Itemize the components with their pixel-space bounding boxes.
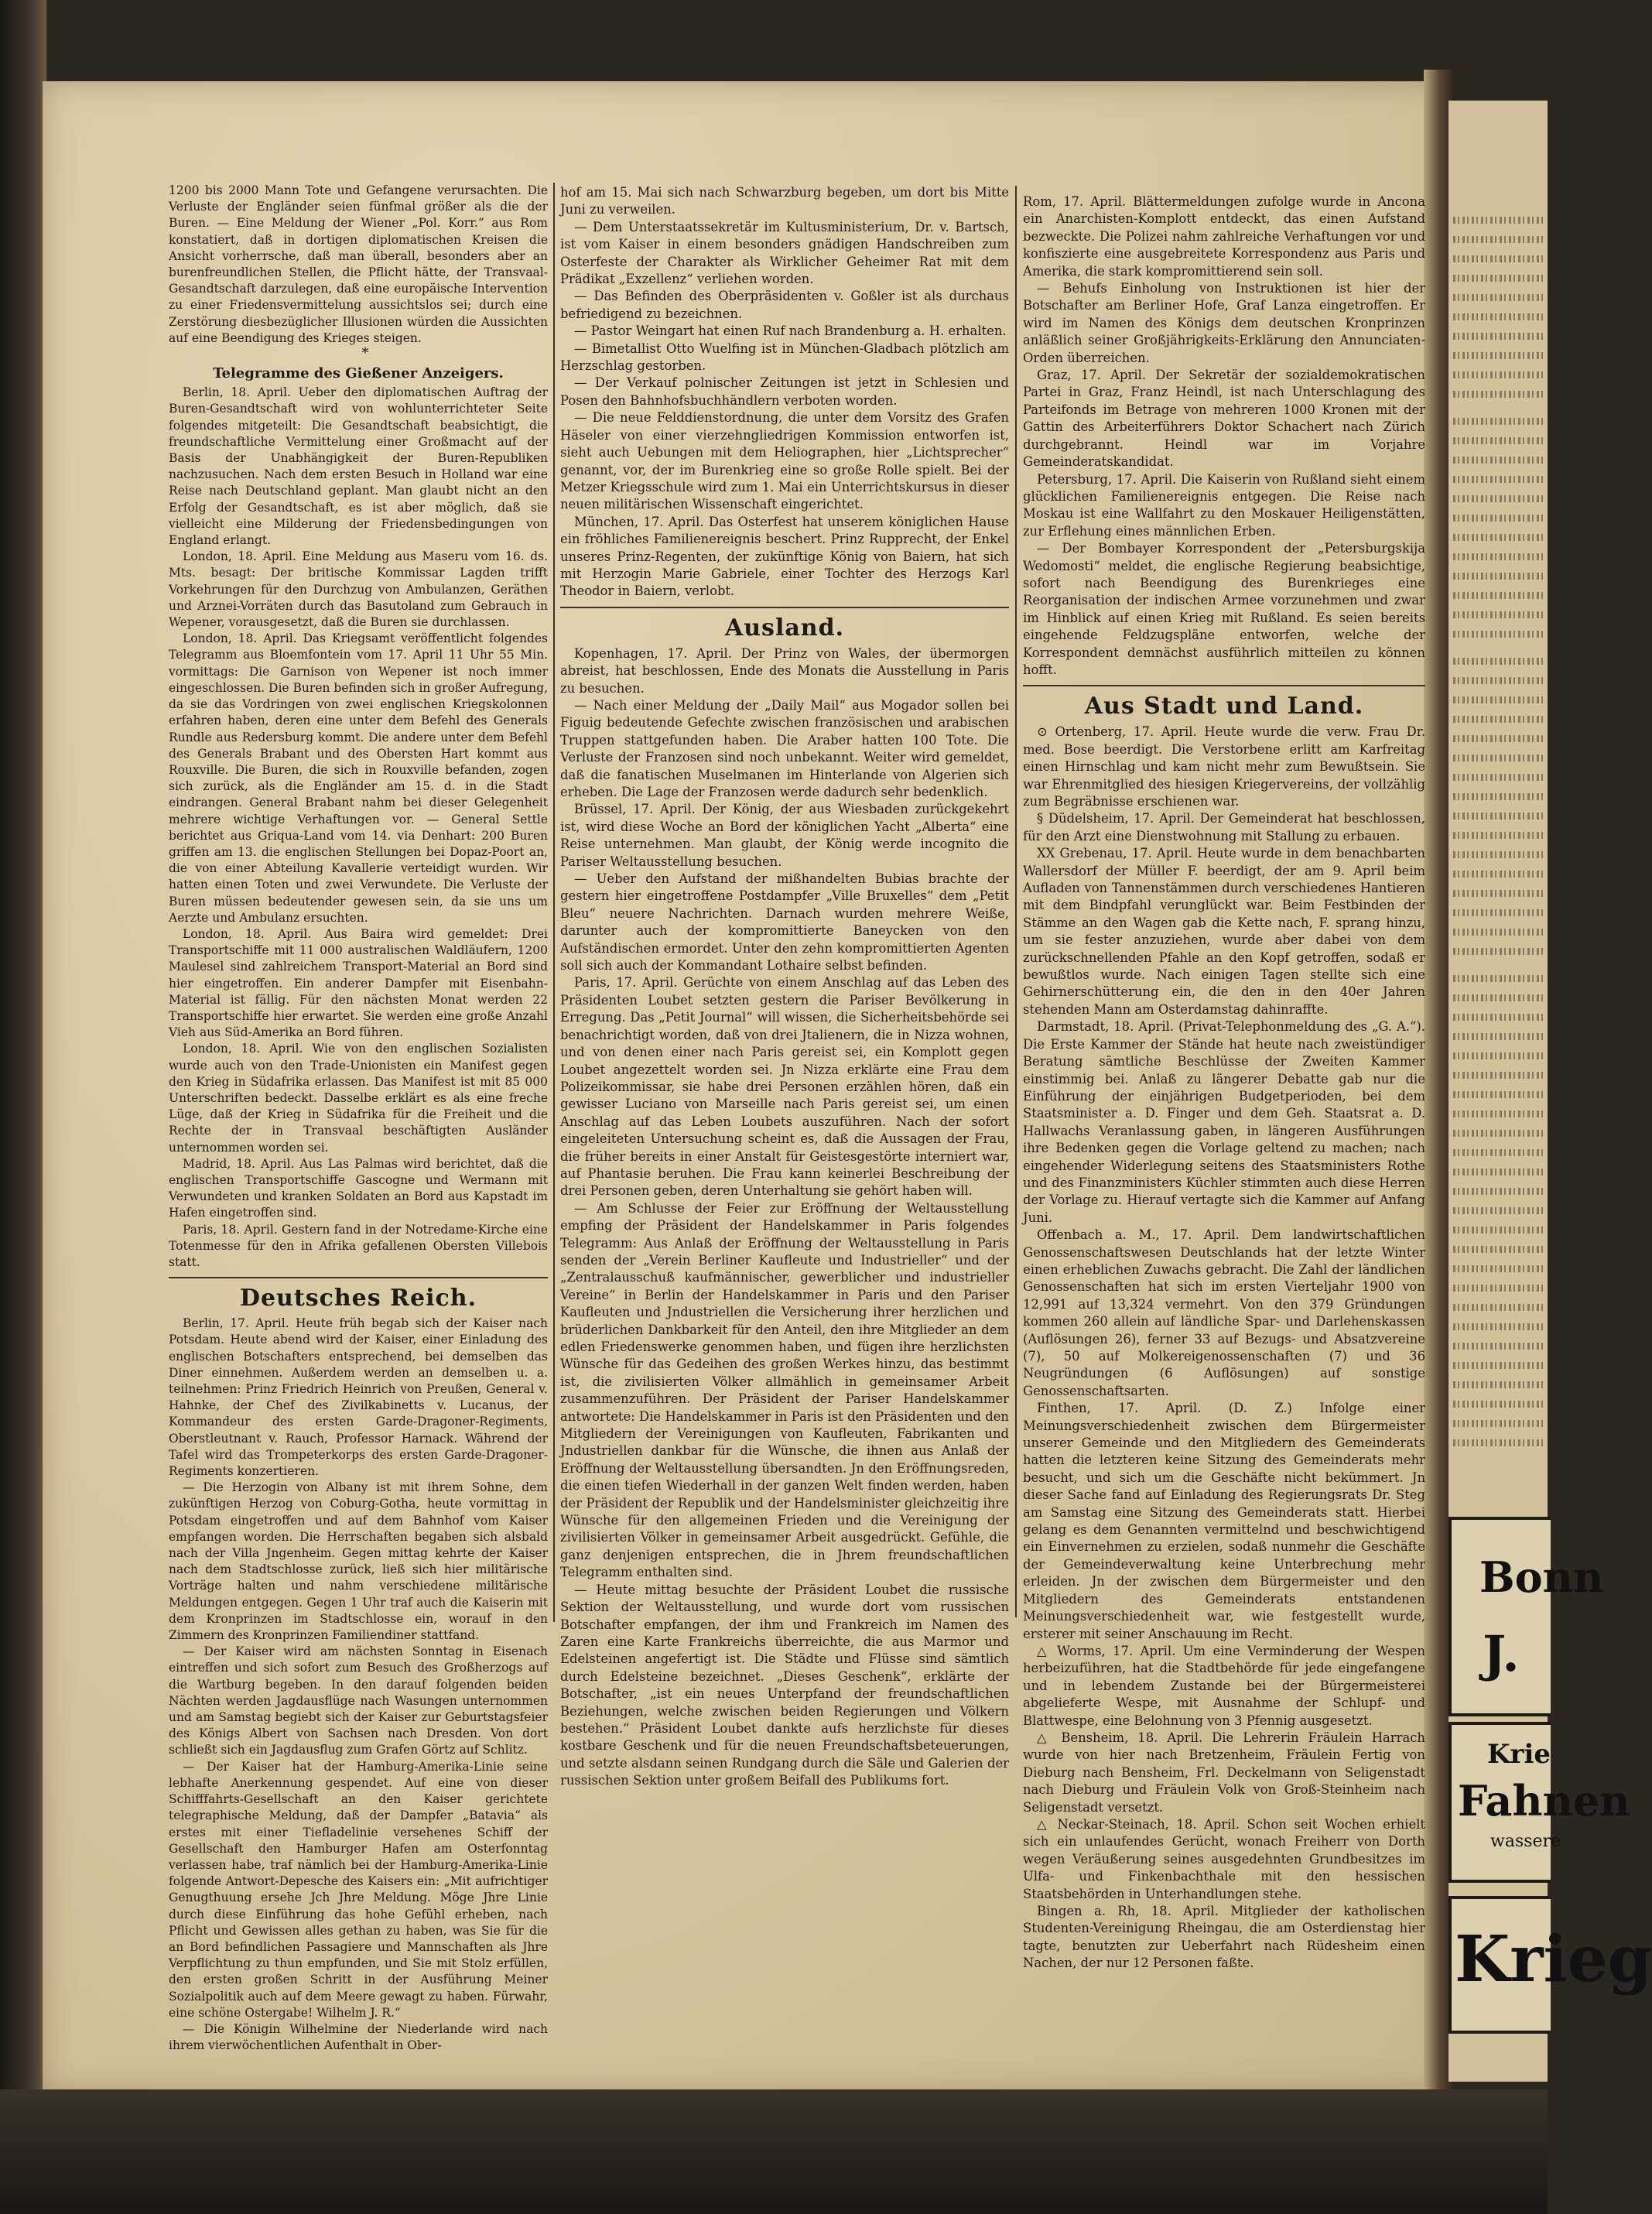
article-paragraph: Madrid, 18. April. Aus Las Palmas wird berichtet, daß die englischen Transportschiffe Gascogne und Wermann mit Verwundeten und kranken Soldaten an Bord aus Kapstadt im Hafen eingetroffen sind. (169, 1156, 548, 1220)
text-line (1453, 1033, 1544, 1040)
text-line (1453, 832, 1544, 839)
column-2 (560, 184, 1009, 1790)
article-paragraph: London, 18. April. Das Kriegsamt veröffentlicht folgendes Telegramm aus Bloemfontein vom 17. April 11 Uhr 55 Min. vormittags: Die Garnison von Wepener ist noch immer eingeschlossen. Die Buren befinden sich in großer Aufregung, da sie das Vordringen von zwei englischen Kriegskolonnen erfahren haben, deren eine unter dem Befehl des Generals Rundle aus Redersburg kommt. Die andere unter dem Befehl des Generals Brabant und des Obersten Hart kommt aus Rouxville. Die Buren, die sich in Rouxville befanden, zogen sich zurück, als die Engländer am 15. d. in die Stadt eindrangen. General Brabant nahm bei dieser Gelegenheit mehrere wichtige Verhaftungen vor. — General Settle berichtet aus Griqua-Land vom 14. via Denhart: 200 Buren griffen am 13. die englischen Stellungen bei Dopaz-Poort an, die von einer Abteilung Kavallerie verteidigt wurden. Wir hatten einen Toten und zwei Verwundete. Die Verluste der Buren müssen bedeutender gewesen sein, da sie uns um Aerzte und Ambulanz ersuchten. (169, 631, 548, 925)
book-bottom-edge (0, 2089, 1548, 2214)
text-line (1453, 813, 1544, 820)
text-line (1453, 755, 1544, 761)
article-paragraph: Petersburg, 17. April. Die Kaiserin von Rußland sieht einem glücklichen Familienereignis entgegen. Die Reise nach Moskau ist eine Wallfahrt zu den Moskauer Heiligenstätten, zur Erflehung eines männlichen Erben. (1023, 471, 1425, 539)
text-line (1453, 418, 1544, 425)
column-1 (169, 183, 548, 2054)
column-3 (1023, 193, 1425, 1973)
article-paragraph: — Behufs Einholung von Instruktionen ist hier der Botschafter am Berliner Hofe, Graf Lanza eingetroffen. Er wird im Namen des Königs dem deutschen Kronprinzen anläßlich seiner Großjährigkeits-Erklärung den Annunciaten-Orden überreichen. (1023, 281, 1425, 365)
text-line (1453, 793, 1544, 800)
text-line (1453, 1014, 1544, 1021)
text-line (1453, 236, 1544, 243)
text-line (1453, 495, 1544, 502)
text-line (1453, 371, 1544, 378)
text-line (1453, 333, 1544, 340)
text-line (1453, 294, 1544, 301)
text-line (1453, 476, 1544, 483)
text-line (1453, 1149, 1544, 1156)
text-line (1453, 1072, 1544, 1079)
text-line (1453, 929, 1544, 936)
article-paragraph: — Nach einer Meldung der „Daily Mail“ aus Mogador sollen bei Figuig bedeutende Gefechte zwischen französischen und arabischen Truppen stattgefunden haben. Die Araber hatten 100 Tote. Die Verluste der Franzosen sind noch unbekannt. Weiter wird gemeldet, daß die fanatischen Muselmanen im Hinterlande von Algerien sich erheben. Die Lage der Franzosen werde dadurch sehr bedenklich. (560, 697, 1009, 799)
column-divider (553, 183, 555, 1622)
text-line (1453, 1091, 1544, 1098)
section-heading: Ausland. (724, 614, 845, 642)
section-heading: Aus Stadt und Land. (1084, 693, 1364, 720)
article-paragraph: — Heute mittag besuchte der Präsident Loubet die russische Sektion der Weltausstellung, und wurde dort vom russischen Botschafter empfangen, der ihm und Frankreich im Namen des Zaren eine Karte Frankreichs überreichte, die aus Marmor und Edelsteinen angefertigt ist. Die Städte und Flüsse sind sämtlich durch Edelsteine bezeichnet. „Dieses Geschenk“, erklärte der Botschafter, „ist ein neues Unterpfand der freundschaftlichen Beziehungen, welche zwischen beiden Regierungen und Völkern bestehen.“ Präsident Loubet dankte aufs herzlichste für dieses kostbare Geschenk und für die neuen Freundschaftsbeteuerungen, und setzte alsdann seinen Rundgang durch die Säle und Galerien der russischen Sektion unter großem Beifall des Publikums fort. (560, 1582, 1009, 1788)
article-paragraph: — Ueber den Aufstand der mißhandelten Bubias brachte der gestern hier eingetroffene Postdampfer „Ville Bruxelles“ dem „Petit Bleu“ neuere Nachrichten. Darnach wurden mehrere Weiße, darunter auch der kompromittierte Baneycken von den Aufständischen ermordet. Unter den zehn kompromittierten Agenten soll sich auch der Kommandant Lothaire selbst befinden. (560, 871, 1009, 974)
text-line (1453, 515, 1544, 522)
article-paragraph: △ Bensheim, 18. April. Die Lehrerin Fräulein Harrach wurde von hier nach Bretzenheim, Fräulein Fertig von Dieburg nach Bensheim, Frl. Deckelmann von Seligenstadt nach Dieburg und Fräulein Volk von Groß-Steinheim nach Seligenstadt versetzt. (1023, 1730, 1425, 1815)
column-divider (1015, 186, 1017, 1617)
article-paragraph: Berlin, 17. April. Heute früh begab sich der Kaiser nach Potsdam. Heute abend wird der Kaiser, einer Einladung des englischen Botschafters entsprechend, bei demselben das Diner einnehmen. Außerdem werden an demselben u. a. teilnehmen: Prinz Friedrich Heinrich von Preußen, General v. Hahnke, der Chef des Zivilkabinetts v. Lucanus, der Kommandeur des ersten Garde-Dragoner-Regiments, Oberstleutnant v. Rauch, Professor Harnack. Während der Tafel wird das Trompeterkorps des ersten Garde-Dragoner-Regiments konzertieren. (169, 1316, 548, 1479)
article-paragraph: § Düdelsheim, 17. April. Der Gemeinderat hat beschlossen, für den Arzt eine Dienstwohnung mit Stallung zu erbauen. (1023, 811, 1425, 844)
text-line (1453, 735, 1544, 742)
section-rule (560, 607, 1009, 608)
text-line (1453, 1207, 1544, 1214)
article-paragraph: Bingen a. Rh, 18. April. Mitglieder der katholischen Studenten-Vereinigung Rheingau, die am Osterdienstag hier tagte, benutzten zur Ueberfahrt nach Rüdesheim einen Nachen, der nur 12 Personen faßte. (1023, 1904, 1425, 1971)
text-line (1453, 1420, 1544, 1427)
article-paragraph: London, 18. April. Aus Baira wird gemeldet: Drei Transportschiffe mit 11 000 australischen Waldläufern, 1200 Maulesel sind zahlreichem Transport-Material an Bord sind hier eingetroffen. Ein anderer Dampfer mit Eisenbahn-Material ist fällig. Für den nächsten Monat werden 22 Transportschiffe hier erwartet. Sie werden eine große Anzahl Vieh aus Süd-Amerika an Bord führen. (169, 926, 548, 1040)
advertisement-box (1448, 1722, 1630, 1883)
text-line (1453, 1265, 1544, 1272)
text-line (1453, 1381, 1544, 1388)
ad-text: wassere (1490, 1832, 1561, 1851)
text-line (1453, 534, 1544, 541)
ad-heading: Krie (1487, 1739, 1551, 1770)
article-paragraph: — Der Bombayer Korrespondent der „Petersburgskija Wedomosti“ meldet, die englische Regierung beabsichtige, sofort nach Beendigung des Burenkrieges eine Reorganisation der indischen Armee vorzunehmen und zwar im Hinblick auf einen Krieg mit Rußland. Es seien bereits eingehende Feldzugspläne entworfen, welche der Korrespondent demnächst ausführlich mitteilen zu können hofft. (1023, 541, 1425, 677)
text-line (1453, 611, 1544, 618)
article-paragraph: Graz, 17. April. Der Sekretär der sozialdemokratischen Partei in Graz, Franz Heindl, ist nach Unterschlagung des Parteifonds im Betrage von mehreren 1000 Kronen mit der Gattin des Arbeiterführers Doktor Schachert nach Zürich durchgebrannt. Heindl war im Vorjahre Gemeinderatskandidat. (1023, 368, 1425, 470)
text-line (1453, 909, 1544, 916)
article-paragraph: Brüssel, 17. April. Der König, der aus Wiesbaden zurückgekehrt ist, wird diese Woche an Bord der königlichen Yacht „Alberta“ eine Reise unternehmen. Man glaubt, der König werde incognito die Pariser Weltausstellung besuchen. (560, 802, 1009, 869)
text-line (1453, 774, 1544, 781)
text-line (1453, 631, 1544, 638)
ad-heading: Krieg (1455, 1922, 1652, 1997)
text-line (1453, 1304, 1544, 1311)
text-line (1453, 1227, 1544, 1234)
ad-heading: Fahnen (1458, 1776, 1630, 1826)
article-paragraph: London, 18. April. Eine Meldung aus Maseru vom 16. ds. Mts. besagt: Der britische Kommissar Lagden trifft Vorkehrungen für den Durchzug von Ambulanzen, Geräthen und Arznei-Vorräten durch das Basutoland zum Gebrauch in Wepener, vorausgesetzt, daß die Buren sie durchlassen. (169, 549, 548, 630)
article-paragraph: Paris, 17. April. Gerüchte von einem Anschlag auf das Leben des Präsidenten Loubet setzten gestern die Pariser Bevölkerung in Erregung. Das „Petit Journal“ will wissen, die Sicherheitsbehörde sei benachrichtigt worden, daß von drei Jtalienern, die in Nizza wohnen, und von denen einer nach Paris gereist sei, ein Komplott gegen Loubet angezettelt worden sei. Jn Nizza erklärte eine Frau dem Polizeikommissar, sie habe drei Personen erzählen hören, daß ein gewisser Luciano von Marseille nach Paris gereist sei, um einen Anschlag auf das Leben Loubets auszuführen. Nach der sofort eingeleiteten Untersuchung scheint es, daß die Aussagen der Frau, die früher bereits in einer Anstalt für Geistesgestörte interniert war, auf Phantasie beruhen. Die Frau kann keinerlei Beschreibung der drei Personen geben, deren Unterhaltung sie gehört haben will. (560, 975, 1009, 1199)
text-line (1453, 1362, 1544, 1369)
article-paragraph: Finthen, 17. April. (D. Z.) Infolge einer Meinungsverschiedenheit zwischen dem Bürgermeister unserer Gemeinde und den Mitgliedern des Gemeinderats hatten die letzteren keine Sitzung des Gemeinderats mehr besucht, und sich um die Geschäfte nicht bekümmert. Jn dieser Sache fand auf Einladung des Regierungsrats Dr. Steg am Samstag eine Sitzung des Gemeinderats statt. Hierbei gelang es dem Genannten vermittelnd und beschwichtigend ein Einvernehmen zu erzielen, sodaß nunmehr die Geschäfte der Gemeindeverwaltung keine Unterbrechung mehr erleiden. Jn der zwischen dem Bürgermeister und den Mitgliedern des Gemeinderats entstandenen Meinungsverschiedenheit war, wie festgestellt wurde, ersterer mit seiner Anschauung im Recht. (1023, 1401, 1425, 1641)
text-line (1453, 890, 1544, 897)
article-paragraph: — Die neue Felddienstordnung, die unter dem Vorsitz des Grafen Häseler von einer vierzehngliedrigen Kommission entworfen ist, sieht auch Uebungen mit dem Heliographen, hier „Lichtsprecher“ genannt, vor, der im Burenkrieg eine so große Rolle spielt. Bei der Metzer Kriegsschule wird zum 1. Mai ein Unterrichtskursus in dieser neuen militärischen Wissenschaft eingerichtet. (560, 410, 1009, 512)
article-paragraph: XX Grebenau, 17. April. Heute wurde in dem benachbarten Wallersdorf der Müller F. beerdigt, der am 9. April beim Aufladen von Tannenstämmen durch verschiedenes Hantieren mit dem Bindpfahl verunglückt war. Beim Festbinden der Stämme an den Wagen gab die Kette nach, F. sprang hinzu, um sie fester anzuziehen, wurde aber dabei von dem zurückschnellenden Pfahle an den Kopf getroffen, sodaß er bewußtlos wurde. Nach einigen Tagen stellte sich eine Gehirnerschütterung ein, die den in den 40er Jahren stehenden Mann am Osterdamstag dahinraffte. (1023, 846, 1425, 1017)
section-heading: Telegramme des Gießener Anzeigers. (213, 365, 504, 382)
article-paragraph: Kopenhagen, 17. April. Der Prinz von Wales, der übermorgen abreist, hat beschlossen, Ende des Monats die Ausstellung in Paris zu besuchen. (560, 645, 1009, 696)
text-line (1453, 1188, 1544, 1195)
advertisement-box (1448, 1517, 1604, 1716)
text-line (1453, 313, 1544, 320)
article-paragraph: — Am Schlusse der Feier zur Eröffnung der Weltausstellung empfing der Präsident der Handelskammer in Paris folgendes Telegramm: Aus Anlaß der Eröffnung der Weltausstellung in Paris senden der „Verein Berliner Kaufleute und Industrieller“ und der „Zentralausschuß kaufmännischer, gewerblicher und industrieller Vereine“ in Berlin der Handelskammer in Paris und den Pariser Kaufleuten und Jndustriellen die Versicherung ihrer herzlichen und brüderlichen Dankbarkeit für den Anteil, den ihre Mitglieder an dem edlen Friedenswerke genommen haben, und fügen ihre herzlichsten Wünsche für das Gedeihen des großen Werkes hinzu, das bestimmt ist, die zivilisierten Völker allmählich in gemeinsamer Arbeit zusammenzuführen. Der Präsident der Pariser Handelskammer antwortete: Die Handelskammer in Paris ist den Präsidenten und den Mitgliedern der Vereinigungen von Kaufleuten, Fabrikanten und Jndustriellen dankbar für die Wünsche, die ihnen aus Anlaß der Eröffnung der Weltausstellung übersandten. Jn den Eröffnungsreden, die einen tiefen Wiederhall in der ganzen Welt finden werden, haben der Präsident der Republik und der Handelsminister gleichzeitig ihre Wünsche für den allgemeinen Frieden und die Vereinigung der zivilisierten Völker in gemeinsamer Arbeit ausgedrückt. Gefühle, die ganz denjenigen entsprechen, die in Jhrem freundschaftlichen Telegramm enthalten sind. (560, 1200, 1009, 1580)
article-paragraph: — Dem Unterstaatssekretär im Kultusministerium, Dr. v. Bartsch, ist vom Kaiser in einem besonders gnädigen Handschreiben zum Osterfeste der Charakter als Wirklicher Geheimer Rat mit dem Prädikat „Exzellenz“ verliehen worden. (560, 219, 1009, 287)
adjacent-page (1448, 101, 1652, 2082)
text-line (1453, 1285, 1544, 1292)
article-paragraph: ⊙ Ortenberg, 17. April. Heute wurde die verw. Frau Dr. med. Bose beerdigt. Die Verstorbene erlitt am Karfreitag einen Hirnschlag und kam nicht mehr zum Bewußtsein. Sie war Ehrenmitglied des hiesigen Kriegervereins, der vollzählig zum Begräbnisse erschienen war. (1023, 724, 1425, 809)
text-line (1453, 573, 1544, 580)
article-paragraph: — Der Verkauf polnischer Zeitungen ist jetzt in Schlesien und Posen den Bahnhofsbuchhändlern verboten worden. (560, 375, 1009, 408)
text-line (1453, 696, 1544, 703)
text-line (1453, 592, 1544, 599)
ad-heading: J. (1483, 1625, 1520, 1683)
text-line (1453, 457, 1544, 464)
article-paragraph: Berlin, 18. April. Ueber den diplomatischen Auftrag der Buren-Gesandtschaft wird von wohlunterrichteter Seite folgendes mitgeteilt: Die Gesandtschaft beabsichtigt, die freundschaftliche Vermittelung einer Großmacht auf der Basis der Unabhängigkeit der Buren-Republiken nachzusuchen. Nach dem ersten Besuch in Holland war eine Reise nach Deutschland geplant. Man glaubt nicht an den Erfolg der Gesandtschaft, es ist aber möglich, daß sie vielleicht eine Milderung der Friedensbedingungen von England erlangt. (169, 385, 548, 548)
text-line (1453, 553, 1544, 560)
text-line (1453, 716, 1544, 723)
article-text: 1200 bis 2000 Mann Tote und Gefangene verursachten. Die Verluste der Engländer seien fünfmal größer als die der Buren. — Eine Meldung der Wiener „Pol. Korr.“ aus Rom konstatiert, daß in dortigen diplomatischen Kreisen die Ansicht vorherrsche, daß man überall, besonders aber an burenfreundlichen Stellen, die Pflicht hätte, der Transvaal-Gesandtschaft darzulegen, daß eine europäische Intervention zu einer Friedensvermittelung aussichtslos sei; durch eine Zerstörung diesbezüglicher Illusionen würden die Aussichten auf eine Beendigung des Krieges steigen. (169, 183, 548, 345)
text-line (1453, 437, 1544, 444)
text-line (1453, 1343, 1544, 1350)
article-paragraph: Darmstadt, 18. April. (Privat-Telephonmeldung des „G. A.“). Die Erste Kammer der Stände hat heute nach zweistündiger Beratung sämtliche Beschlüsse der Zweiten Kammer einstimmig bei. Anlaß zu längerer Debatte gab nur die Einführung der einjährigen Budgetperioden, bei dem Staatsminister a. D. Finger und dem Geh. Staatsrat a. D. Hallwachs Veranlassung gaben, in längeren Ausführungen ihre Bedenken gegen die Vorlage geltend zu machen; nach eingehender Widerlegung seitens des Staatsministers Rothe und des Finanzministers Küchler stimmten auch diese Herren der Vorlage zu. Hierauf vertagte sich die Kammer auf Anfang Juni. (1023, 1019, 1425, 1225)
text-line (1453, 1439, 1544, 1446)
section-heading: Deutsches Reich. (239, 1285, 477, 1312)
article-paragraph: Paris, 18. April. Gestern fand in der Notredame-Kirche eine Totenmesse für den in Afrika gefallenen Obersten Villebois statt. (169, 1222, 548, 1269)
ad-heading: Bonn (1479, 1552, 1604, 1602)
text-line (1453, 1052, 1544, 1059)
text-line (1453, 975, 1544, 982)
article-paragraph: — Der Kaiser wird am nächsten Sonntag in Eisenach eintreffen und sich sofort zum Besuch des Großherzogs auf die Wartburg begeben. In den darauf folgenden beiden Nächten werden Jagdausflüge nach Wasungen unternommen und am Samstag begiebt sich der Kaiser zur Geburtstagsfeier des Königs Albert von Sachsen nach Dresden. Von dort schließt sich ein Jagdausflug zum Grafen Görtz auf Schlitz. (169, 1644, 548, 1757)
text-line (1453, 1246, 1544, 1253)
article-paragraph: — Bimetallist Otto Wuelfing ist in München-Gladbach plötzlich am Herzschlag gestorben. (560, 340, 1009, 374)
text-line (1453, 217, 1544, 224)
text-line (1453, 871, 1544, 878)
text-line (1453, 1169, 1544, 1175)
article-paragraph: — Pastor Weingart hat einen Ruf nach Brandenburg a. H. erhalten. (574, 323, 1007, 339)
article-paragraph: — Das Befinden des Oberpräsidenten v. Goßler ist als durchaus befriedigend zu bezeichnen. (560, 289, 1009, 321)
text-line (1453, 391, 1544, 398)
article-paragraph: München, 17. April. Das Osterfest hat unserem königlichen Hause ein fröhliches Familienereignis beschert. Prinz Rupprecht, der Enkel unseres Prinz-Regenten, der zukünftige König von Baiern, hat sich mit Herzogin Marie Gabriele, einer Tochter des Herzogs Karl Theodor in Baiern, verlobt. (560, 514, 1009, 599)
separator-star: * (361, 345, 369, 362)
article-paragraph: hof am 15. Mai sich nach Schwarzburg begeben, um dort bis Mitte Juni zu verweilen. (560, 185, 1009, 217)
article-paragraph: — Die Königin Wilhelmine der Niederlande wird nach ihrem vierwöchentlichen Aufenthalt in Ober- (169, 2021, 548, 2053)
article-paragraph: — Die Herzogin von Albany ist mit ihrem Sohne, dem zukünftigen Herzog von Coburg-Gotha, heute vormittag in Potsdam eingetroffen und auf dem Bahnhof vom Kaiser empfangen worden. Die Herrschaften begaben sich alsbald nach der Villa Jngenheim. Gegen mittag kehrte der Kaiser nach dem Stadtschlosse zurück, ließ sich hier militärische Vorträge halten und nahm verschiedene militärische Meldungen entgegen. Gegen 1 Uhr traf auch die Kaiserin mit dem Kronprinzen im Stadtschlosse ein, worauf in den Zimmern des Kronprinzen Familiendiner stattfand. (169, 1480, 548, 1643)
text-line (1453, 1130, 1544, 1137)
text-line (1453, 994, 1544, 1001)
article-paragraph: △ Neckar-Steinach, 18. April. Schon seit Wochen erhielt sich ein unlaufendes Gerücht, wonach Freiherr von Dorth wegen Veräußerung seines ausgedehnten Grundbesitzes im Ulfa- und Finkenbachthale mit den hessischen Staatsbehörden in Unterhandlungen stehe. (1023, 1816, 1425, 1901)
text-line (1453, 1323, 1544, 1330)
text-line (1453, 1401, 1544, 1408)
article-paragraph: △ Worms, 17. April. Um eine Verminderung der Wespen herbeizuführen, hat die Stadtbehörde für jede eingefangene und in lebendem Zustande bei der Bürgermeisterei abgelieferte Wespe, mit Ausnahme der Schlupf- und Blattwespe, eine Belohnung von 3 Pfennig ausgesetzt. (1023, 1643, 1425, 1728)
text-line (1453, 658, 1544, 665)
text-line (1453, 1110, 1544, 1117)
text-line (1453, 851, 1544, 858)
text-line (1453, 948, 1544, 955)
text-line (1453, 255, 1544, 262)
text-line (1453, 275, 1544, 282)
article-paragraph: Offenbach a. M., 17. April. Dem landwirtschaftlichen Genossenschaftswesen Deutschlands hat der letzte Winter einen erheblichen Zuwachs gebracht. Die Zahl der ländlichen Genossenschaften hat sich im ersten Vierteljahr 1900 von 12,991 auf 13,324 vermehrt. Von den 379 Gründungen kommen 260 allein auf ländliche Spar- und Darlehenskassen (Auflösungen 26), ferner 33 auf Bezugs- und Absatzvereine (7), 50 auf Molkereigenossenschaften (7) und 36 Neugründungen (6 Auflösungen) auf sonstige Genossenschaftsarten. (1023, 1227, 1425, 1398)
text-line (1453, 677, 1544, 684)
section-rule (169, 1277, 548, 1278)
section-rule (1023, 685, 1425, 686)
book-edge (0, 0, 46, 2214)
article-paragraph: Rom, 17. April. Blättermeldungen zufolge wurde in Ancona ein Anarchisten-Komplott entdeckt, das einen Aufstand bezweckte. Die Polizei nahm zahlreiche Verhaftungen vor und konfiszierte eine ausgebreitete Korrespondenz aus Paris und Amerika, die stark kompromittierend sein soll. (1023, 194, 1425, 279)
text-line (1453, 352, 1544, 359)
advertisement-box (1448, 1896, 1652, 2034)
article-paragraph: London, 18. April. Wie von den englischen Sozialisten wurde auch von den Trade-Unionisten ein Manifest gegen den Krieg in Südafrika erlassen. Das Manifest ist mit 85 000 Unterschriften bedeckt. Dasselbe erklärt es als eine freche Lüge, daß der Krieg in Südafrika für die Freiheit und die Rechte der in Transvaal beschäftigten Ausländer unternommen worden sei. (169, 1042, 548, 1155)
article-paragraph: — Der Kaiser hat der Hamburg-Amerika-Linie seine lebhafte Anerkennung gespendet. Auf eine von dieser Schifffahrts-Gesellschaft an den Kaiser gerichtete telegraphische Meldung, daß der Dampfer „Batavia“ als erstes mit einer Tiefladelinie versehenes Schiff der Gesellschaft den Hamburger Hafen am Osterfonntag verlassen habe, traf nämlich bei der Hamburg-Amerika-Linie folgende Antwort-Depesche des Kaisers ein: „Mit aufrichtiger Genugthuung ersehe Jch Jhre Meldung. Möge Jhre Linie durch diese Einführung das hohe Gefühl erheben, nach Pflicht und Gewissen alles gethan zu haben, was Sie für die an Bord befindlichen Passagiere und Mannschaften als Jhre Verpflichtung zu thun empfunden, und Sie mit Stolz erfüllen, den ersten großen Schritt in der Ausführung Meiner Sozialpolitik auch auf dem Meere gewagt zu haben. Fürwahr, eine schöne Ostergabe! Wilhelm J. R.“ (169, 1759, 548, 2020)
